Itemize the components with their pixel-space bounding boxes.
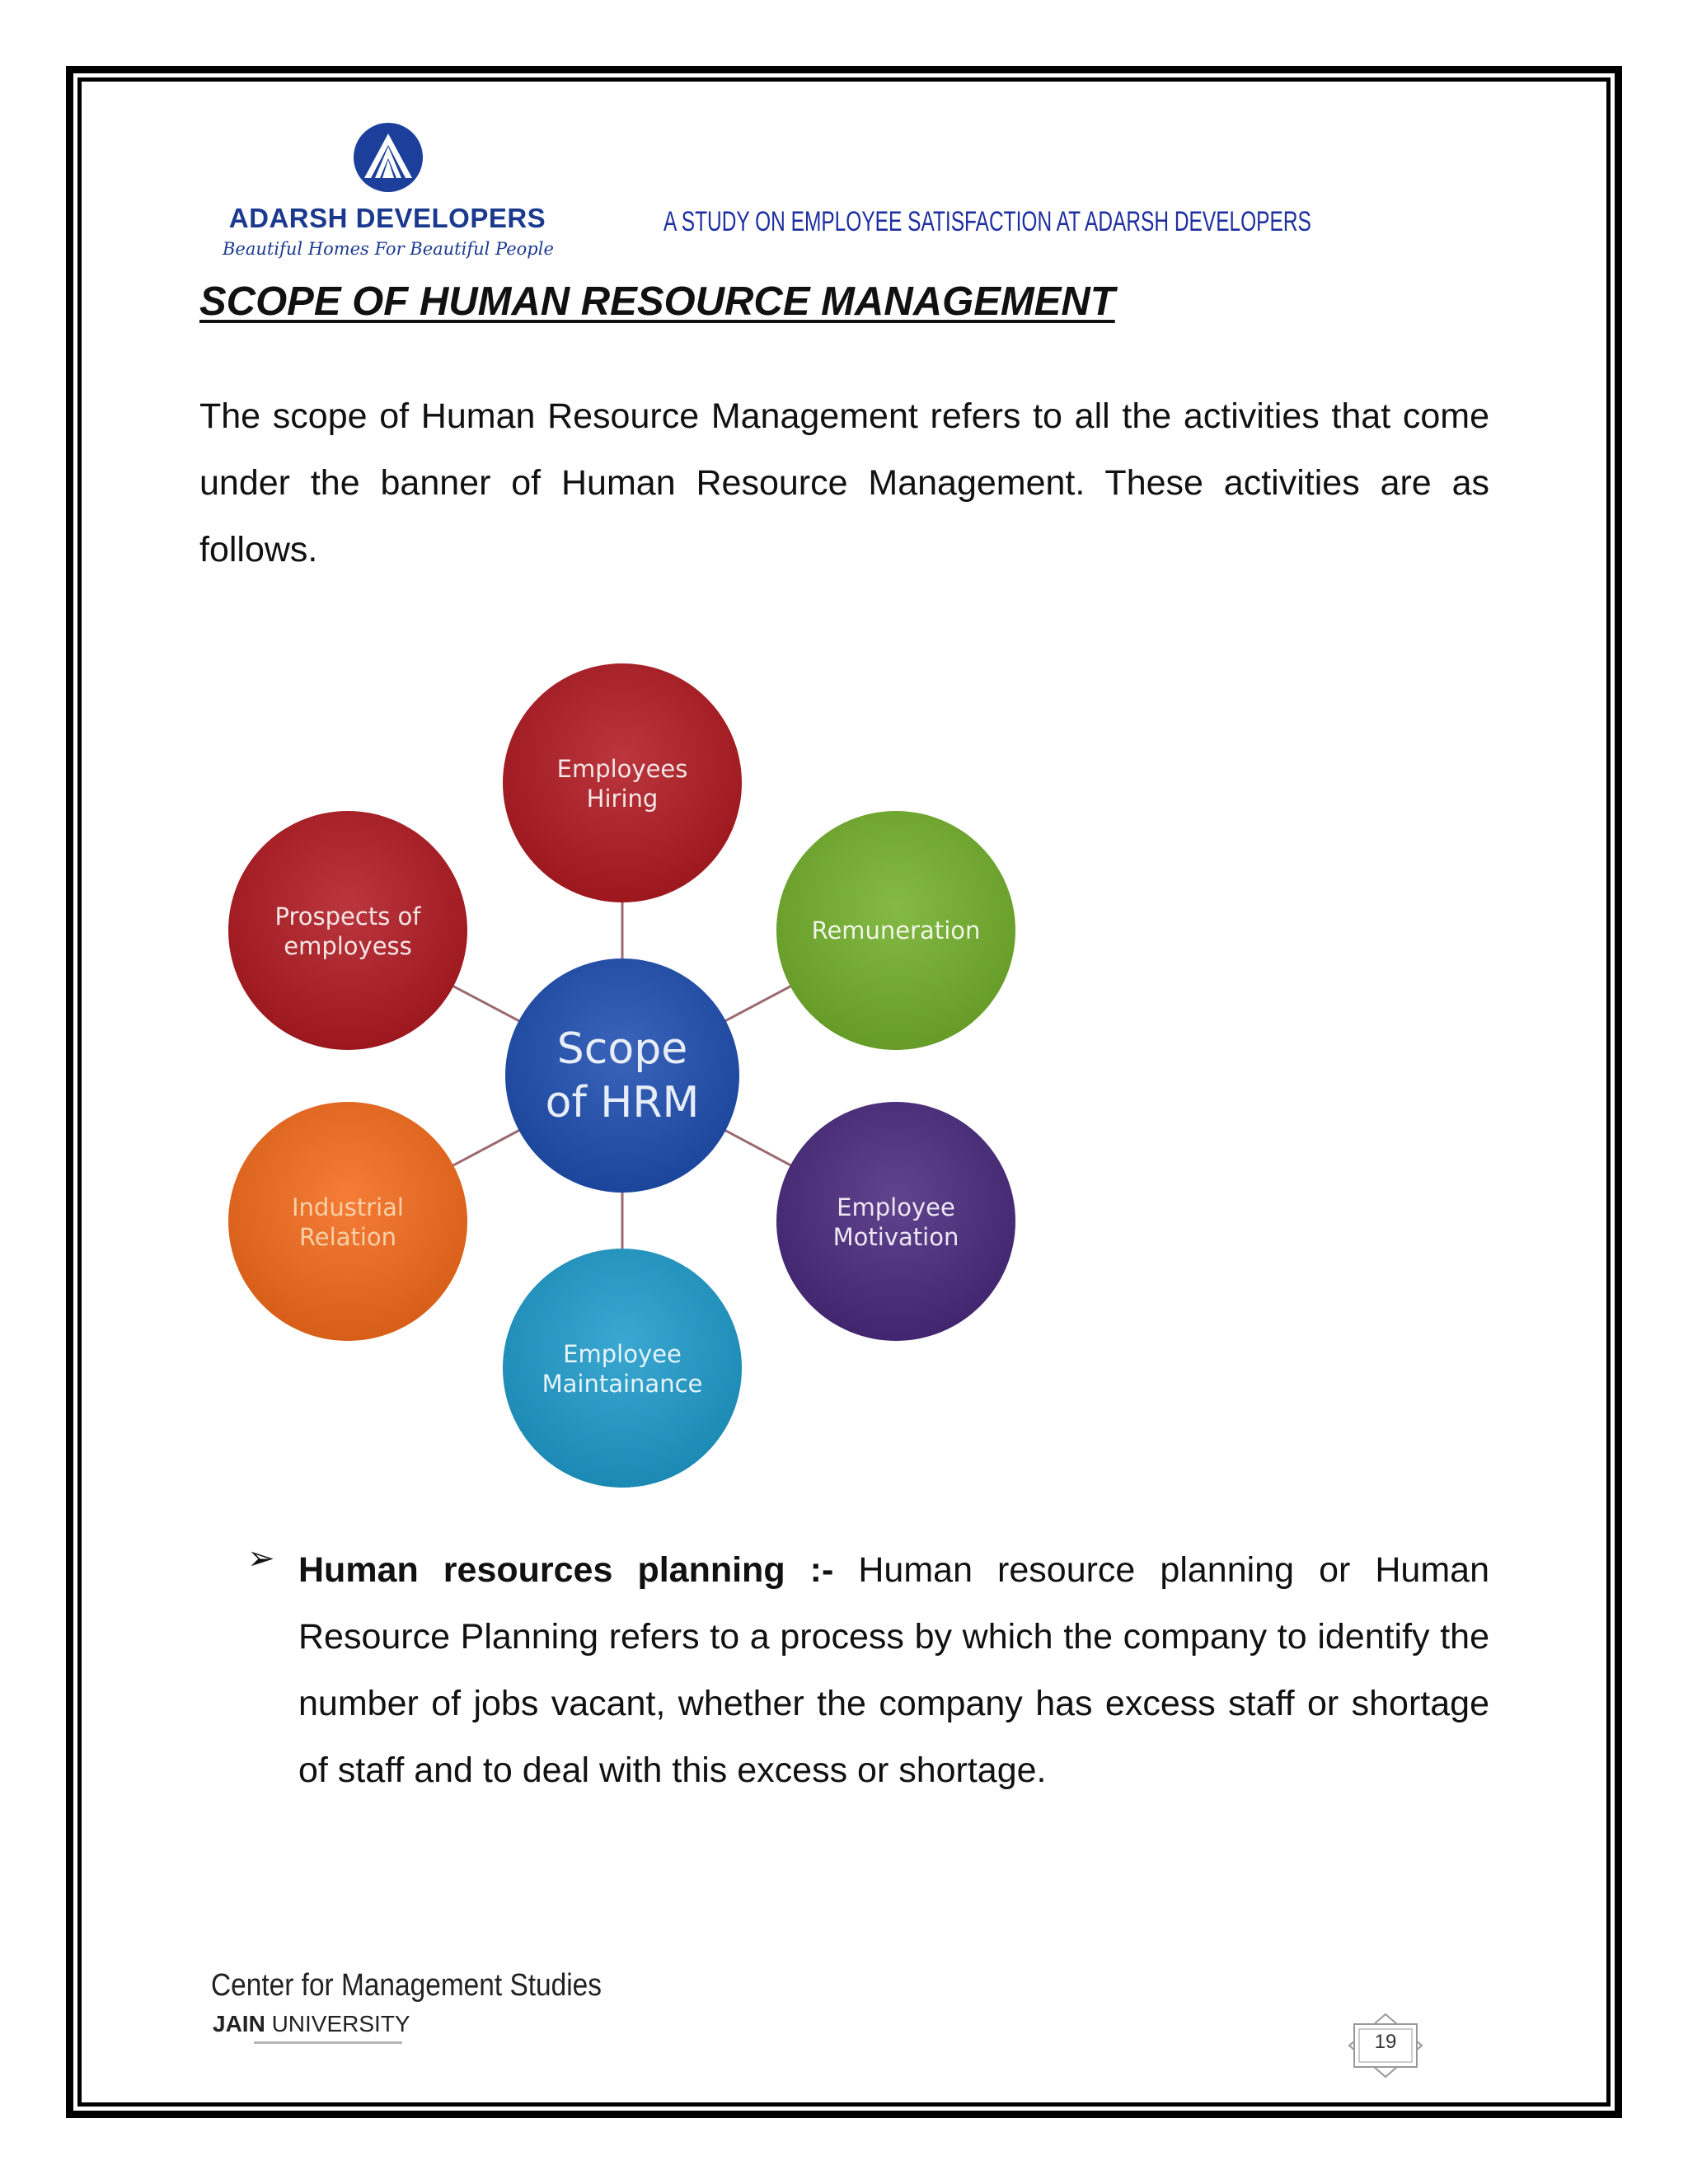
page-heading: SCOPE OF HUMAN RESOURCE MANAGEMENT bbox=[199, 279, 1115, 324]
node-prospects-of-employess bbox=[228, 811, 467, 1050]
node-label: Employees bbox=[556, 755, 688, 783]
node-label: Relation bbox=[298, 1223, 397, 1251]
footer-university-rest: UNIVERSITY bbox=[265, 2011, 410, 2036]
page-number: 19 bbox=[1374, 2031, 1397, 2053]
footer-fine-print bbox=[254, 2041, 402, 2044]
adarsh-logo-icon bbox=[353, 122, 424, 193]
footer-university-bold: JAIN bbox=[213, 2011, 265, 2036]
footer-university bbox=[213, 2011, 410, 2037]
center-label: Scope bbox=[556, 1024, 688, 1074]
company-tagline: Beautiful Homes For Beautiful People bbox=[223, 239, 554, 259]
bullet-body: Human resource planning or Human Resource Planning refers to a process by which the company to identify the number of jobs vacant, whether the company has excess staff or shortage of staff and to deal with this excess or shortage. bbox=[298, 1550, 1489, 1790]
bullet-paragraph bbox=[298, 1537, 1489, 1804]
node-employee-maintainance bbox=[503, 1249, 742, 1488]
node-label: Employee bbox=[563, 1340, 682, 1368]
intro-paragraph: The scope of Human Resource Management refers to all the activities that come under the banner of Human Resource Management. These activities are as follows. bbox=[199, 396, 1489, 569]
node-remuneration bbox=[776, 811, 1015, 1050]
company-logo bbox=[223, 122, 552, 266]
arrow-bullet-icon: ➢ bbox=[247, 1540, 275, 1577]
node-employees-hiring bbox=[503, 663, 742, 902]
node-employee-motivation bbox=[776, 1102, 1015, 1341]
node-label: Industrial bbox=[291, 1193, 405, 1221]
bullet-term: Human resources planning :- bbox=[298, 1550, 834, 1590]
footer-center-name: Center for Management Studies bbox=[211, 1968, 602, 2003]
node-label: employess bbox=[284, 932, 412, 960]
node-center-scope-of-hrm bbox=[505, 958, 739, 1193]
node-label: Motivation bbox=[832, 1223, 959, 1251]
node-label: Employee bbox=[837, 1193, 955, 1221]
center-label: of HRM bbox=[545, 1078, 700, 1127]
node-label: Hiring bbox=[586, 785, 659, 813]
node-industrial-relation bbox=[228, 1102, 467, 1341]
node-label: Remuneration bbox=[811, 916, 981, 944]
node-label: Maintainance bbox=[542, 1370, 703, 1398]
page-number-badge bbox=[1346, 2013, 1425, 2079]
scope-of-hrm-diagram bbox=[223, 659, 1030, 1492]
node-label: Prospects of bbox=[274, 902, 421, 930]
company-name: ADARSH DEVELOPERS bbox=[228, 203, 546, 233]
study-title: A STUDY ON EMPLOYEE SATISFACTION AT ADARSH DEVELOPERS bbox=[663, 206, 1311, 237]
